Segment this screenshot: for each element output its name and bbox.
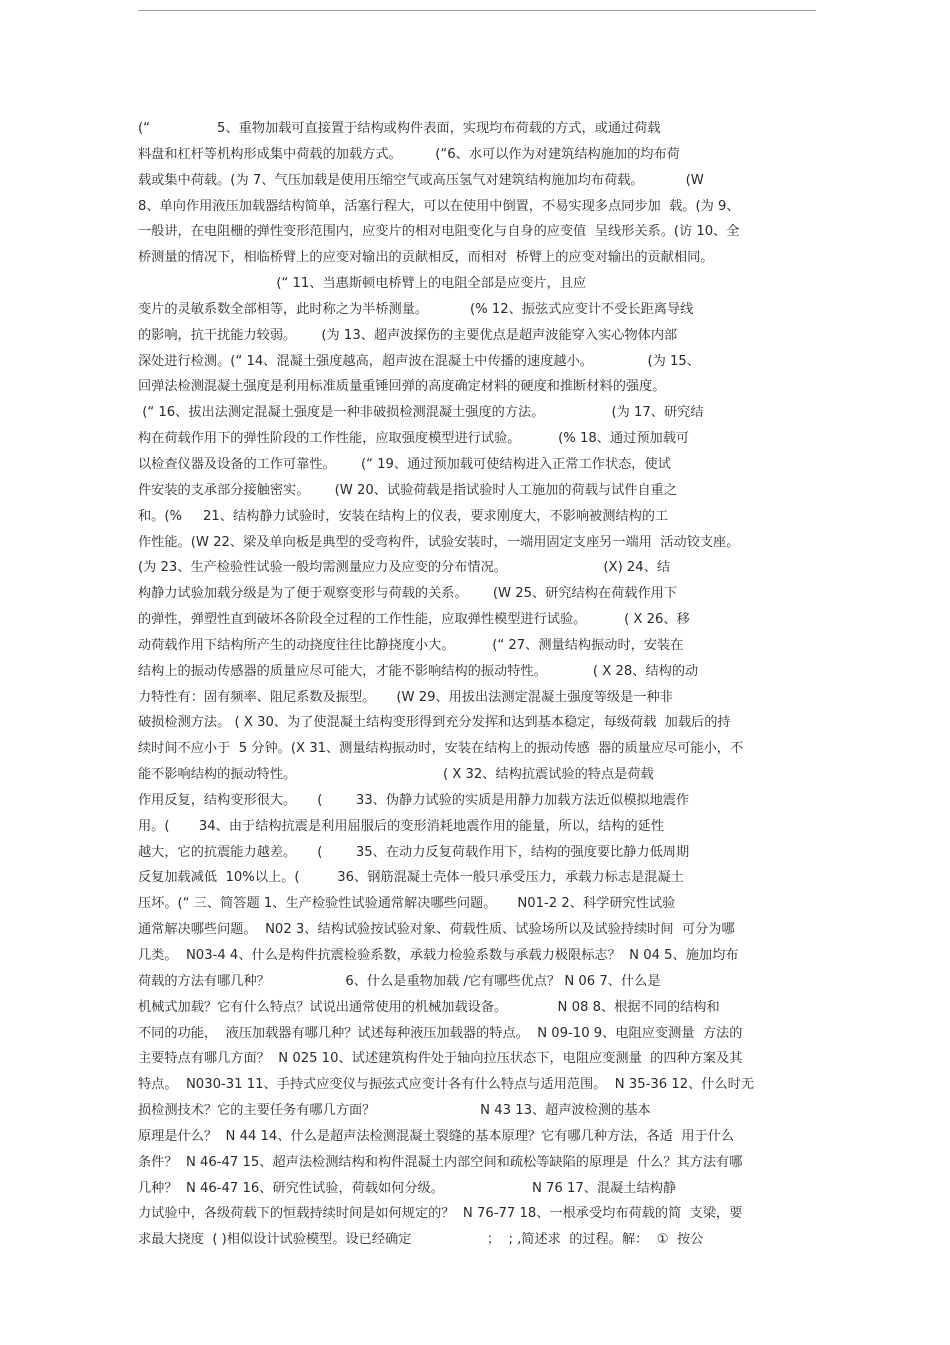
text-line: 力试验中，各级荷载下的恒载持续时间是如何规定的？ N 76-77 18、一根承受均布荷载的简 支梁，要 [138,1206,743,1222]
header-rule [138,10,816,11]
text-line: 特点。 N030-31 11、手持式应变仪与振弦式应变计各有什么特点与适用范围。 N 35-36 12、什么时无 [138,1077,755,1093]
text-line: 8、单向作用液压加载器结构简单，活塞行程大，可以在使用中倒置，不易实现多点同步加 载。(为 9、 [138,198,740,214]
text-line: 构静力试验加载分级是为了便于观察变形与荷载的关系。 (W 25、研究结构在荷载作用下 [138,586,678,602]
text-line: 一般讲，在电阻栅的弹性变形范围内，应变片的相对电阻变化与自身的应变值 呈线形关系。(访 10、全 [138,224,740,240]
text-line: 求最大挠度 ( )相似设计试验模型。设已经确定 ； ; ,简述求 的过程。解： ① 按公 [138,1232,704,1248]
text-line: 不同的功能， 液压加载器有哪几种？试述每种液压加载器的特点。 N 09-10 9、电阻应变测量 方法的 [138,1025,743,1041]
text-line: 件安装的支承部分接触密实。 (W 20、试验荷载是指试验时人工施加的荷载与试件自重之 [138,482,678,498]
text-line: 结构上的振动传感器的质量应尽可能大，才能不影响结构的振动特性。 ( X 28、结构的动 [138,663,699,679]
text-line: 能不影响结构的振动特性。 ( X 32、结构抗震试验的特点是荷载 [138,767,654,783]
text-line: (“ 16、拔出法测定混凝土强度是一种非破损检测混凝土强度的方法。 (为 17、研究结 [138,405,704,421]
text-line: (“ 11、当惠斯顿电桥臂上的电阻全部是应变片，且应 [138,276,587,292]
text-line: 通常解决哪些问题。 N02 3、结构试验按试验对象、荷载性质、试验场所以及试验持续时间 可分为哪 [138,922,735,938]
text-line: 用。( 34、由于结构抗震是利用屈服后的变形消耗地震作用的能量，所以，结构的延性 [138,818,665,834]
text-line: 损检测技术？它的主要任务有哪几方面？ N 43 13、超声波检测的基本 [138,1103,651,1119]
text-line: 桥测量的情况下，相临桥臂上的应变对输出的贡献相反，而相对 桥臂上的应变对输出的贡献相同。 [138,250,714,266]
text-line: 的弹性，弹塑性直到破坏各阶段全过程的工作性能，应取弹性模型进行试验。 ( X 26、移 [138,612,690,628]
text-line: 原理是什么？ N 44 14、什么是超声法检测混凝土裂缝的基本原理？它有哪几种方法，各适 用于什么 [138,1128,735,1144]
text-line: 的影响，抗干扰能力较弱。 (为 13、超声波探伤的主要优点是超声波能穿入实心物体内部 [138,327,678,343]
text-line: 续时间不应小于 5 分钟。(X 31、测量结构振动时，安装在结构上的振动传感 器的质量应尽可能小，不 [138,741,744,757]
text-line: 构在荷载作用下的弹性阶段的工作性能，应取强度模型进行试验。 (% 18、通过预加载可 [138,431,690,447]
text-line: 料盘和杠杆等机构形成集中荷载的加载方式。 (“6、水可以作为对建筑结构施加的均布荷 [138,146,680,162]
text-line: 荷载的方法有哪几种？ 6、什么是重物加载 /它有哪些优点？ N 06 7、什么是 [138,973,661,989]
text-line: 几类。 N03-4 4、什么是构件抗震检验系数，承载力检验系数与承载力极限标志？ N 04 5、施加均布 [138,948,739,963]
text-line: 条件？ N 46-47 15、超声法检测结构和构件混凝土内部空间和疏松等缺陷的原理是 什么？其方法有哪 [138,1154,743,1170]
text-line: (“ 5、重物加载可直接置于结构或构件表面，实现均布荷载的方式，或通过荷载 [138,121,661,136]
text-line: 反复加载减低 10%以上。( 36、钢筋混凝土壳体一般只承受压力，承载力标志是混凝土 [138,870,684,886]
text-line: 深处进行检测。(“ 14、混凝土强度越高，超声波在混凝土中传播的速度越小。 (为 15、 [138,353,700,369]
text-line: 作性能。(W 22、梁及单向板是典型的受弯构件，试验安装时，一端用固定支座另一端用 活动铰支座。 [138,534,740,550]
text-line: 载或集中荷载。(为 7、气压加载是使用压缩空气或高压氢气对建筑结构施加均布荷载。 (W [138,172,704,188]
text-line: 回弹法检测混凝土强度是利用标准质量重锤回弹的高度确定材料的硬度和推断材料的强度。 [138,379,666,395]
text-line: 机械式加载？它有什么特点？试说出通常使用的机械加载设备。 N 08 8、根据不同的结构和 [138,999,720,1015]
text-line: 力特性有：固有频率、阻尼系数及振型。 (W 29、用拔出法测定混凝土强度等级是一种非 [138,689,673,705]
text-line: 以检查仪器及设备的工作可靠性。 (“ 19、通过预加载可使结构进入正常工作状态，使试 [138,456,671,472]
text-line: 几种？ N 46-47 16、研究性试验，荷载如何分级。 N 76 17、混凝土结构静 [138,1180,677,1196]
body-text [138,116,818,1253]
text-line: 变片的灵敏系数全部相等，此时称之为半桥测量。 (% 12、振弦式应变计不受长距离导线 [138,301,694,317]
text-line: 越大，它的抗震能力越差。 ( 35、在动力反复荷载作用下，结构的强度要比静力低周期 [138,844,690,860]
text-line: 动荷载作用下结构所产生的动挠度往往比静挠度小大。 (“ 27、测量结构振动时，安装在 [138,637,684,653]
text-line: 和。(% 21、结构静力试验时，安装在结构上的仪表，要求刚度大，不影响被测结构的工 [138,508,669,524]
text-line: 主要特点有哪几方面？ N 025 10、试述建筑构件处于轴向拉压状态下，电阻应变测量 的四种方案及其 [138,1051,743,1067]
text-line: (为 23、生产检验性试验一般均需测量应力及应变的分布情况。 (X) 24、结 [138,560,671,576]
text-line: 压坏。(“ 三、简答题 1、生产检验性试验通常解决哪些问题。 N01-2 2、科学研究性试验 [138,896,676,912]
text-line: 破损检测方法。 ( X 30、为了使混凝土结构变形得到充分发挥和达到基本稳定，每级荷载 加载后的持 [138,715,731,731]
text-line: 作用反复，结构变形很大。 ( 33、伪静力试验的实质是用静力加载方法近似模拟地震作 [138,792,690,808]
